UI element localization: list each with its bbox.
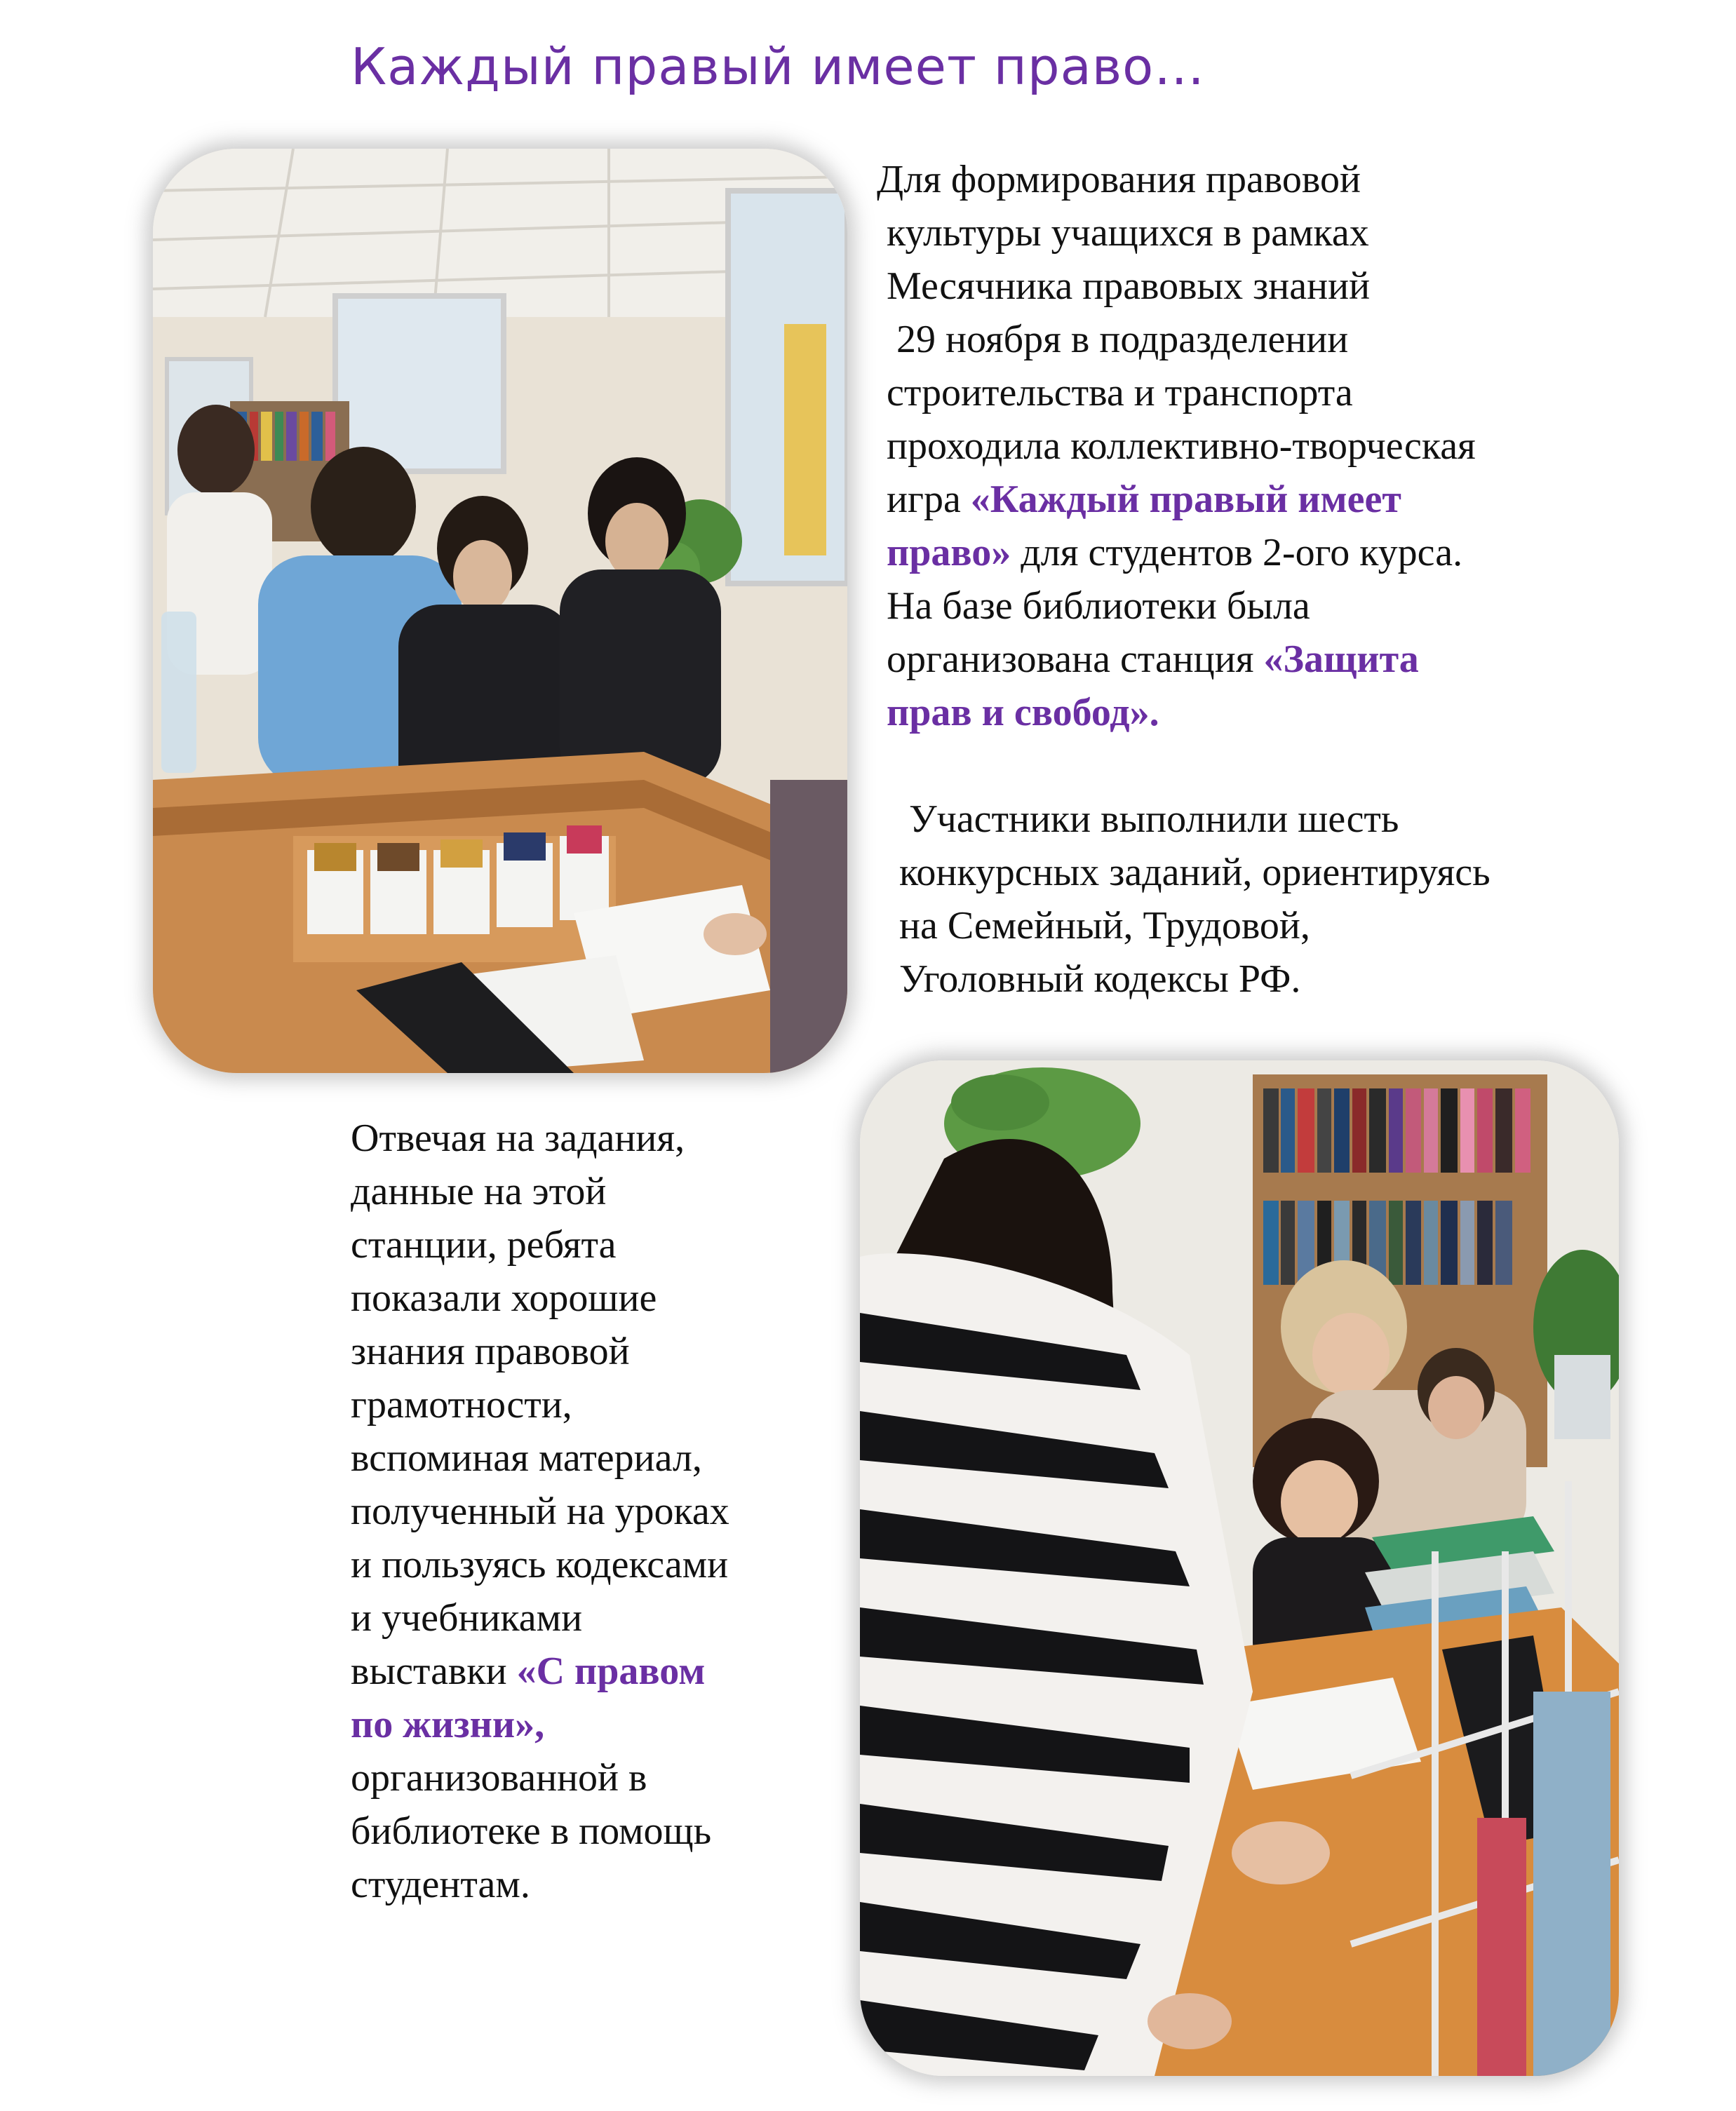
intro-line-8 bbox=[877, 526, 1704, 579]
intro-paragraph bbox=[877, 153, 1704, 739]
game-name-part-1: «Каждый правый имеет bbox=[970, 478, 1401, 521]
results-line-13: организованной в bbox=[351, 1756, 647, 1800]
results-line-1: Отвечая на задания, bbox=[351, 1117, 685, 1160]
exhibition-name-part-2: по жизни», bbox=[351, 1703, 545, 1746]
intro-game-prefix: игра bbox=[877, 478, 971, 521]
intro-line-1: Для формирования правовой bbox=[877, 158, 1361, 201]
results-line-10: и учебниками bbox=[351, 1596, 583, 1640]
results-line-4: показали хорошие bbox=[351, 1276, 657, 1320]
intro-line-2: культуры учащихся в рамках bbox=[877, 211, 1369, 255]
results-line-5: знания правовой bbox=[351, 1330, 630, 1373]
intro-game-suffix: для студентов 2-ого курса. bbox=[1011, 531, 1463, 574]
intro-line-4: 29 ноября в подразделении bbox=[877, 318, 1349, 361]
photo-library-desk-image bbox=[153, 149, 847, 1073]
exhibition-name-part-1: «С правом bbox=[516, 1650, 706, 1693]
results-line-9: и пользуясь кодексами bbox=[351, 1543, 729, 1586]
results-line-8: полученный на уроках bbox=[351, 1490, 729, 1533]
game-name-part-2: право» bbox=[887, 531, 1011, 574]
intro-line-7 bbox=[877, 473, 1704, 526]
intro-line-6: проходила коллективно-творческая bbox=[877, 424, 1476, 468]
photo-students-books-image bbox=[860, 1060, 1619, 2076]
intro-line-5: строительства и транспорта bbox=[877, 371, 1353, 414]
results-paragraph bbox=[351, 1112, 842, 1911]
participants-line-2: конкурсных заданий, ориентируясь bbox=[889, 851, 1491, 894]
participants-line-1: Участники выполнили шесть bbox=[889, 797, 1399, 841]
results-line-2: данные на этой bbox=[351, 1170, 607, 1213]
results-line-6: грамотности, bbox=[351, 1383, 572, 1427]
page-title: Каждый правый имеет право… bbox=[351, 37, 1206, 96]
photo-students-books bbox=[860, 1060, 1619, 2076]
participants-paragraph bbox=[889, 793, 1710, 1006]
intro-line-9: На базе библиотеки была bbox=[877, 584, 1310, 628]
results-line-11 bbox=[351, 1645, 842, 1698]
results-line-15: студентам. bbox=[351, 1863, 530, 1906]
intro-line-3: Месячника правовых знаний bbox=[877, 264, 1371, 308]
results-line-14: библиотеке в помощь bbox=[351, 1809, 712, 1853]
intro-line-10 bbox=[877, 633, 1704, 686]
station-name-part-1: «Защита bbox=[1263, 638, 1419, 681]
participants-line-4: Уголовный кодексы РФ. bbox=[889, 957, 1301, 1001]
station-name-part-2: прав и свобод». bbox=[887, 691, 1159, 734]
exhibition-prefix: выставки bbox=[351, 1650, 517, 1693]
photo-library-desk bbox=[153, 149, 847, 1073]
results-line-7: вспоминая материал, bbox=[351, 1436, 702, 1480]
participants-line-3: на Семейный, Трудовой, bbox=[889, 904, 1310, 947]
results-line-3: станции, ребята bbox=[351, 1223, 617, 1267]
intro-station-prefix: организована станция bbox=[877, 638, 1264, 681]
intro-line-11 bbox=[877, 686, 1704, 739]
